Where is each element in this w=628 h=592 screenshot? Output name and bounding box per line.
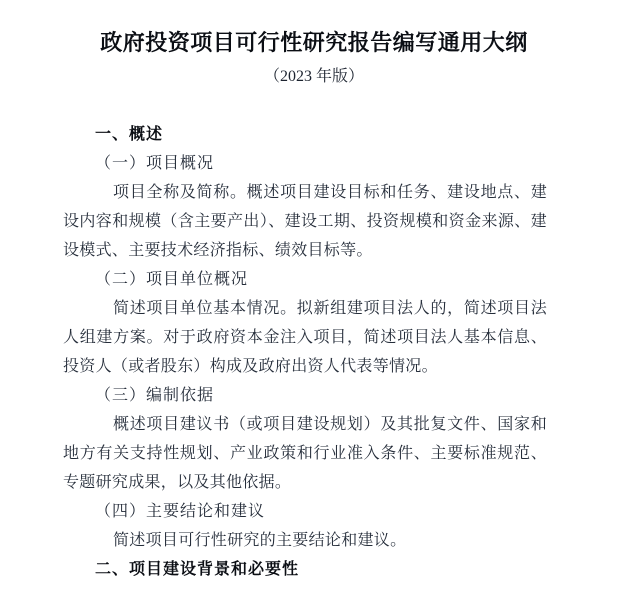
document-body (63, 120, 547, 584)
paragraph-compilation-basis: 概述项目建议书（或项目建设规划）及其批复文件、国家和地方有关支持性规划、产业政策和行业准入条件、主要标准规范、专题研究成果，以及其他依据。 (63, 416, 547, 491)
paragraph-project-unit-overview: 简述项目单位基本情况。拟新组建项目法人的，简述项目法人组建方案。对于政府资本金注入项目，简述项目法人基本信息、投资人（或者股东）构成及政府出资人代表等情况。 (63, 300, 547, 375)
paragraph-main-conclusions: 简述项目可行性研究的主要结论和建议。 (113, 532, 407, 549)
subsection-heading-main-conclusions: （四）主要结论和建议 (95, 503, 266, 520)
subsection-heading-project-overview: （一）项目概况 (95, 155, 215, 172)
subsection-heading-project-unit-overview: （二）项目单位概况 (95, 271, 249, 288)
document-subtitle: （2023 年版） (263, 68, 364, 85)
document-title: 政府投资项目可行性研究报告编写通用大纲 (100, 30, 528, 55)
paragraph-project-overview: 项目全称及简称。概述项目建设目标和任务、建设地点、建设内容和规模（含主要产出）、建设工期、投资规模和资金来源、建设模式、主要技术经济指标、绩效目标等。 (63, 184, 547, 259)
section-heading-overview: 一、概述 (95, 126, 164, 143)
section-heading-background-necessity: 二、项目建设背景和必要性 (95, 561, 300, 578)
subsection-heading-compilation-basis: （三）编制依据 (95, 387, 215, 404)
document-header (0, 28, 628, 91)
